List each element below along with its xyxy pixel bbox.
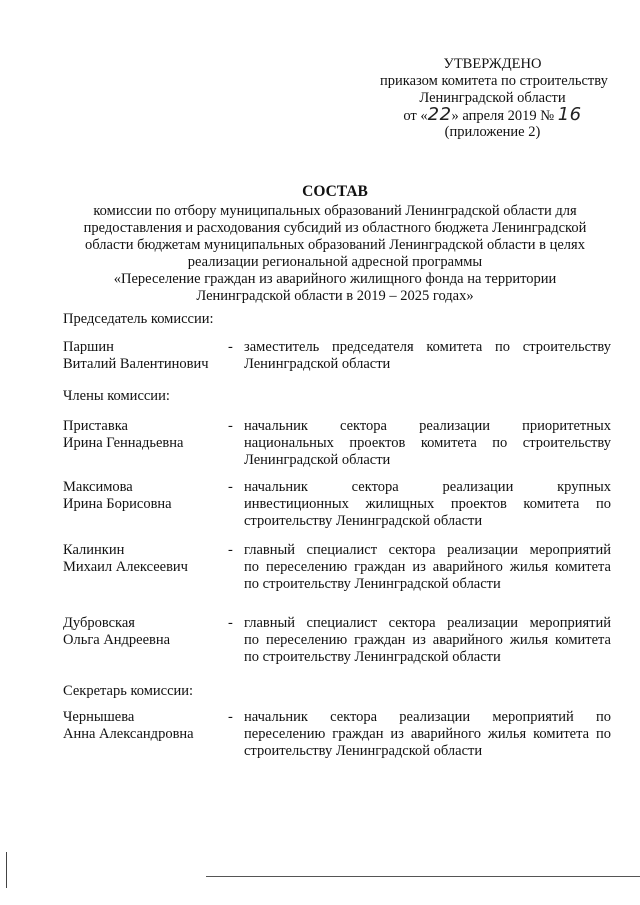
member-dash: - [228, 418, 233, 434]
member-surname: Приставка [63, 418, 128, 434]
approval-day-handwritten: 22 [427, 104, 452, 125]
approval-block [380, 56, 608, 141]
section-chairman: Председатель комиссии: [63, 311, 214, 327]
member-surname: Калинкин [63, 542, 125, 558]
member-position-line: национальных проектов комитета по строительству [244, 435, 611, 451]
subtitle-line: комиссии по отбору муниципальных образований Ленинградской области для [93, 203, 577, 219]
approval-date-prefix: от « [403, 108, 428, 124]
member-given-name: Михаил Алексеевич [63, 559, 188, 575]
approval-region-line: Ленинградской области [419, 90, 566, 106]
member-given-name: Ольга Андреевна [63, 632, 171, 648]
member-name [63, 339, 238, 373]
member-name [63, 615, 238, 649]
member-position [244, 542, 611, 593]
member-position-line: заместитель председателя комитета по строительству [244, 339, 611, 355]
approval-appendix-line: (приложение 2) [444, 124, 541, 140]
member-dash: - [228, 542, 233, 558]
member-name [63, 542, 238, 576]
member-position [244, 479, 611, 530]
section-secretary: Секретарь комиссии: [63, 683, 194, 699]
member-position [244, 615, 611, 666]
member-position-line: начальник сектора реализации мероприятий по [244, 709, 611, 725]
member-position-line: строительству Ленинградской области [244, 513, 483, 529]
approval-order-line: приказом комитета по строительству [380, 73, 608, 89]
subtitle-line: области бюджетам муниципальных образований Ленинградской области в целях [85, 237, 585, 253]
member-position-line: строительству Ленинградской области [244, 743, 483, 759]
member-name [63, 709, 238, 743]
member-surname: Дубровская [63, 615, 135, 631]
member-position-line: по переселению граждан из аварийного жилья комитета [244, 632, 611, 648]
member-position-line: переселению граждан из аварийного жилья комитета по [244, 726, 611, 742]
member-dash: - [228, 615, 233, 631]
member-given-name: Виталий Валентинович [63, 356, 209, 372]
scan-edge-mark [6, 852, 7, 888]
member-position [244, 339, 611, 373]
member-position-line: начальник сектора реализации крупных [244, 479, 611, 495]
member-dash: - [228, 479, 233, 495]
approval-number-handwritten: 16 [557, 104, 582, 125]
document-title-block [40, 183, 630, 305]
approval-date-mid: » апреля 2019 № [451, 108, 555, 124]
member-surname: Чернышева [63, 709, 135, 725]
member-name [63, 479, 238, 513]
member-position-line: начальник сектора реализации приоритетных [244, 418, 611, 434]
approval-date-line [380, 106, 605, 125]
scan-bottom-line [206, 876, 640, 877]
member-dash: - [228, 339, 233, 355]
member-position [244, 418, 611, 469]
member-position-line: Ленинградской области [244, 452, 391, 468]
member-position-line: по строительству Ленинградской области [244, 649, 501, 665]
member-dash: - [228, 709, 233, 725]
member-position-line: инвестиционных жилищных проектов комитета по [244, 496, 611, 512]
member-given-name: Ирина Геннадьевна [63, 435, 184, 451]
document-title: СОСТАВ [302, 183, 368, 200]
approval-title: УТВЕРЖДЕНО [443, 56, 542, 72]
member-position-line: по переселению граждан из аварийного жилья комитета [244, 559, 611, 575]
subtitle-line: реализации региональной адресной программы [187, 254, 483, 270]
subtitle-line: предоставления и расходования субсидий из областного бюджета Ленинградской [83, 220, 587, 236]
member-given-name: Анна Александровна [63, 726, 194, 742]
section-members: Члены комиссии: [63, 388, 170, 404]
subtitle-line: Ленинградской области в 2019 – 2025 годах» [196, 288, 474, 304]
member-position-line: Ленинградской области [244, 356, 391, 372]
member-position-line: главный специалист сектора реализации мероприятий [244, 542, 611, 558]
subtitle-line: «Переселение граждан из аварийного жилищного фонда на территории [113, 271, 557, 287]
member-position-line: по строительству Ленинградской области [244, 576, 501, 592]
member-name [63, 418, 238, 452]
member-surname: Максимова [63, 479, 133, 495]
member-surname: Паршин [63, 339, 114, 355]
member-position-line: главный специалист сектора реализации мероприятий [244, 615, 611, 631]
member-position [244, 709, 611, 760]
member-given-name: Ирина Борисовна [63, 496, 172, 512]
